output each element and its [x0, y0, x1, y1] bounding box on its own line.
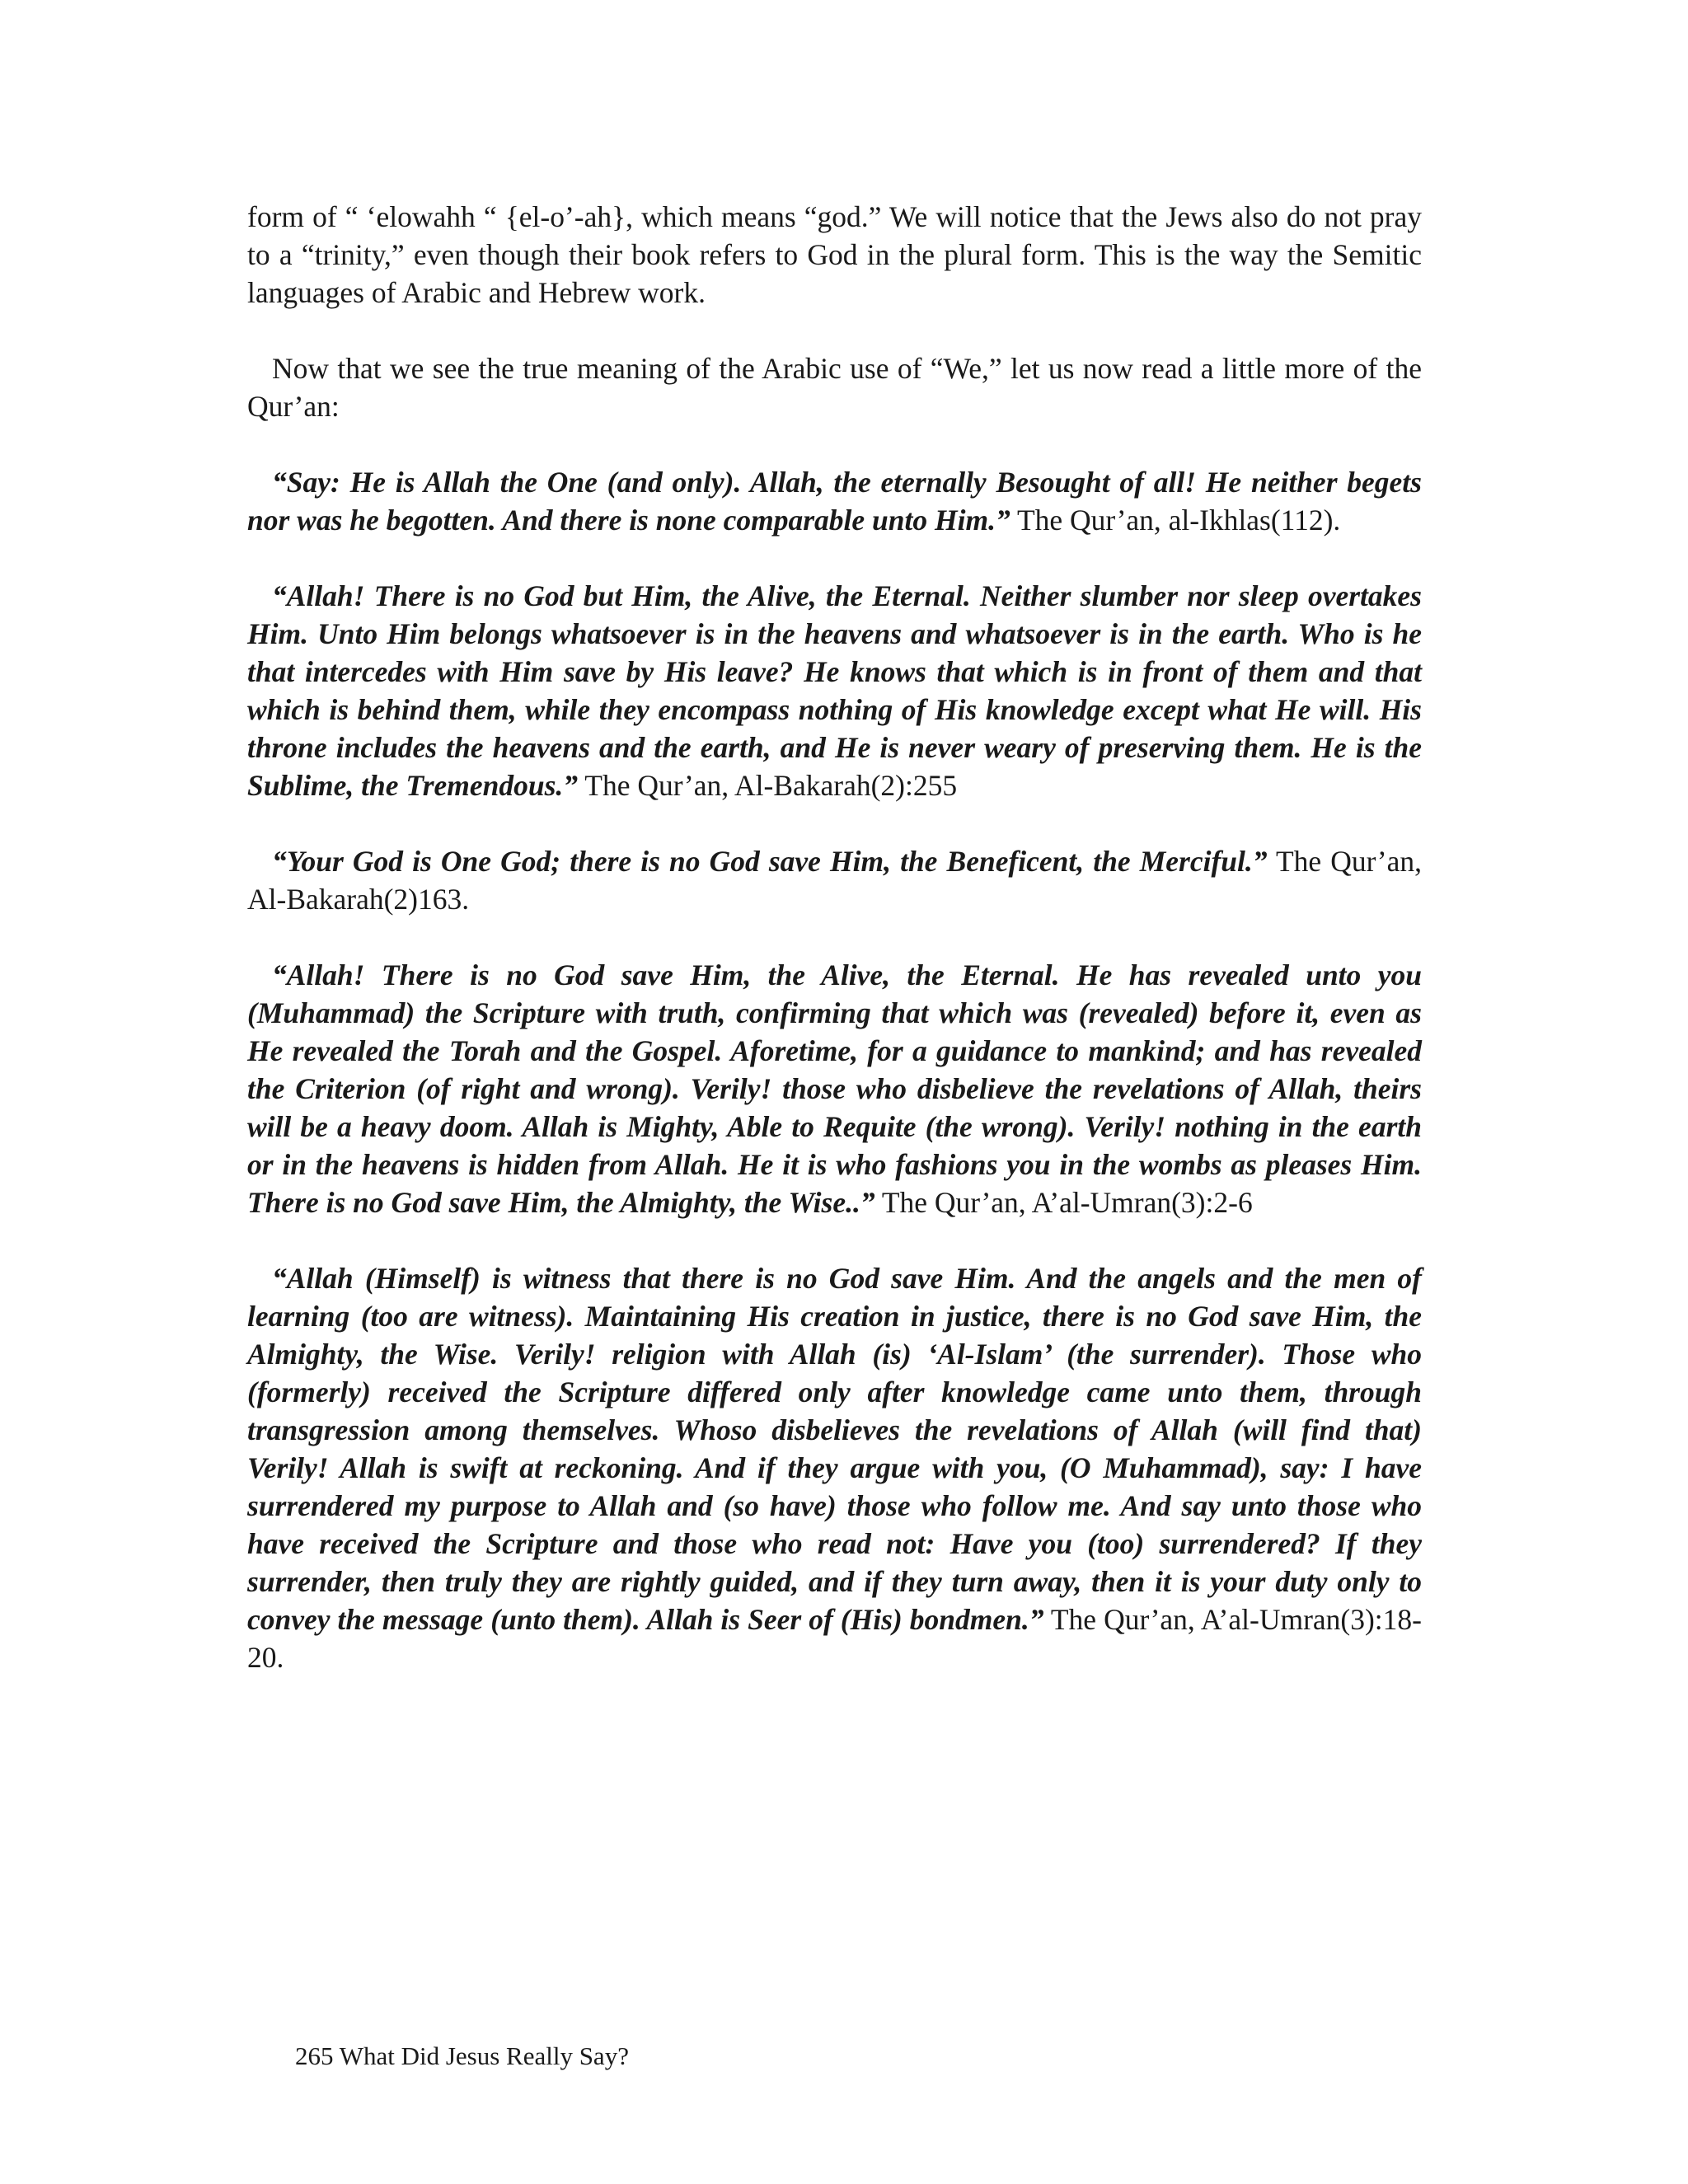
- quote-citation: The Qur’an, A’al-Umran(3):2-6: [874, 1186, 1253, 1219]
- paragraph-text: Now that we see the true meaning of the Arabic use of “We,” let us now read a little more of the Qur’an:: [247, 352, 1422, 423]
- quran-quote: “Allah! There is no God but Him, the Alive, the Eternal. Neither slumber nor sleep overtakes Him. Unto Him belongs whatsoever is in the heavens and whatsoever is in the earth. Who is he that intercedes with Him save by His leave? He knows that which is in front of them and that which is behind them, while they encompass nothing of His knowledge except what He will. His throne includes the heavens and the earth, and He is never weary of preserving them. He is the Sublime, the Tremendous.”: [247, 579, 1422, 802]
- paragraph-text: form of “ ‘elowahh “ {el-o’-ah}, which means “god.” We will notice that the Jews also do not pray to a “trinity,” even though their book refers to God in the plural form. This is the way the Semitic languages of Arabic and Hebrew work.: [247, 200, 1422, 309]
- quote-paragraph-umran-18-20: [247, 1259, 1422, 1676]
- quote-paragraph-umran-2-6: [247, 956, 1422, 1221]
- paragraph-arabic-we: [247, 349, 1422, 425]
- quote-citation: The Qur’an, Al-Bakarah(2)163.: [247, 845, 1423, 916]
- quran-quote: “Say: He is Allah the One (and only). Allah, the eternally Besought of all! He neither begets nor was he begotten. And there is none comparable unto Him.”: [247, 466, 1422, 537]
- quote-citation: The Qur’an, A’al-Umran(3):18-20.: [247, 1603, 1422, 1674]
- quran-quote: “Allah (Himself) is witness that there is no God save Him. And the angels and the men of learning (too are witness). Maintaining His creation in justice, there is no God save Him, the Almighty, the Wise. Verily! religion with Allah (is) ‘Al-Islam’ (the surrender). Those who (formerly) received the Scripture differed only after knowledge came unto them, through transgression among themselves. Whoso disbelieves the revelations of Allah (will find that) Verily! Allah is swift at reckoning. And if they argue with you, (O Muhammad), say: I have surrendered my purpose to Allah and (so have) those who follow me. And say unto those who have received the Scripture and those who read not: Have you (too) surrendered? If they surrender, then truly they are rightly guided, and if they turn away, then it is your duty only to convey the message (unto them). Allah is Seer of (His) bondmen.”: [247, 1262, 1422, 1636]
- quote-paragraph-ikhlas: [247, 463, 1422, 539]
- page-body: [247, 198, 1422, 1714]
- paragraph-elowahh: [247, 198, 1422, 312]
- page-footer: 265 What Did Jesus Really Say?: [295, 2041, 629, 2070]
- quran-quote: “Allah! There is no God save Him, the Alive, the Eternal. He has revealed unto you (Muhammad) the Scripture with truth, confirming that which was (revealed) before it, even as He revealed the Torah and the Gospel. Aforetime, for a guidance to mankind; and has revealed the Criterion (of right and wrong). Verily! those who disbelieve the revelations of Allah, theirs will be a heavy doom. Allah is Mighty, Able to Requite (the wrong). Verily! nothing in the earth or in the heavens is hidden from Allah. He it is who fashions you in the wombs as pleases Him. There is no God save Him, the Almighty, the Wise..”: [247, 958, 1422, 1219]
- quote-paragraph-bakarah-163: [247, 842, 1422, 918]
- quran-quote: “Your God is One God; there is no God save Him, the Beneficent, the Merciful.”: [272, 845, 1268, 878]
- quote-citation: The Qur’an, al-Ikhlas(112).: [1010, 504, 1341, 537]
- quote-paragraph-bakarah-255: [247, 577, 1422, 804]
- quote-citation: The Qur’an, Al-Bakarah(2):255: [578, 769, 958, 802]
